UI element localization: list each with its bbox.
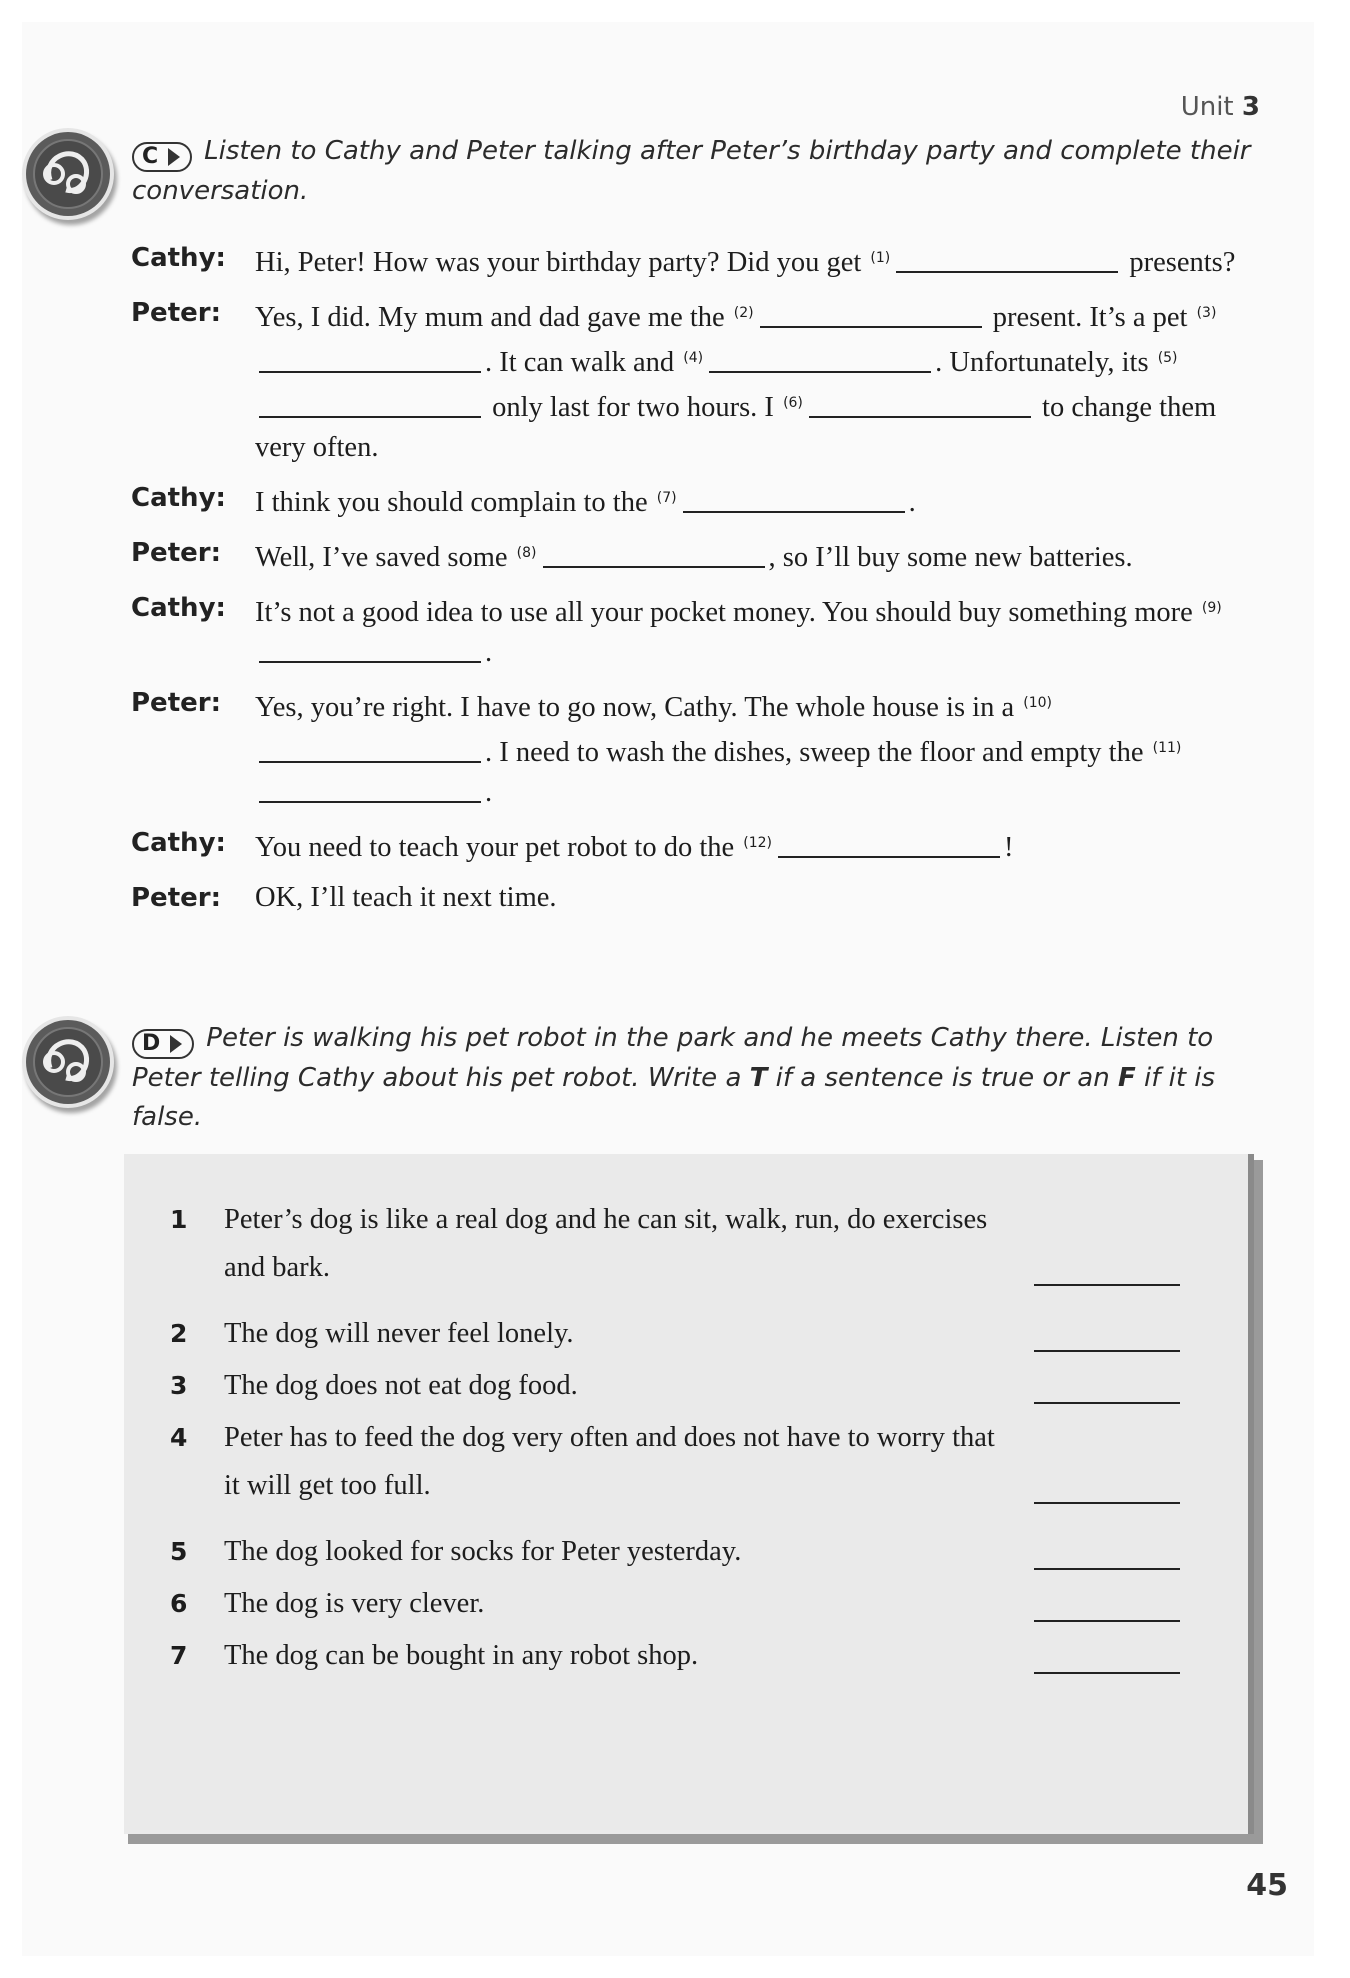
dialogue-text: I think you should complain to the (255, 487, 655, 518)
gap-blank[interactable] (683, 487, 905, 513)
statement-item (170, 1414, 1190, 1510)
speaker-name: Cathy: (131, 243, 226, 273)
gap-blank[interactable] (259, 392, 481, 418)
gap-blank[interactable] (259, 347, 481, 373)
dialogue-text: Yes, you’re right. I have to go now, Cathy. The whole house is in a (255, 692, 1022, 723)
page-number: 45 (1246, 1868, 1288, 1903)
answer-blank[interactable] (1034, 1672, 1180, 1674)
dialogue-text: to change them very often. (255, 392, 1217, 463)
dialogue-line (255, 588, 1260, 673)
dialogue-text: . It can walk and (485, 347, 682, 378)
statement-text: The dog looked for socks for Peter yesterday. (224, 1536, 742, 1567)
answer-blank[interactable] (1034, 1350, 1180, 1352)
exercise-c-badge[interactable]: C (132, 142, 192, 172)
dialogue-text: . (908, 487, 916, 518)
dialogue-turn (131, 238, 1271, 283)
speaker-name: Cathy: (131, 483, 226, 513)
dialogue-text: ! (1004, 832, 1014, 863)
gap-blank[interactable] (259, 777, 481, 803)
dialogue-text: only last for two hours. I (485, 392, 782, 423)
dialogue-line (255, 683, 1260, 813)
exercise-c-instruction: C Listen to Cathy and Peter talking after Peter’s birthday party and complete their conversation. (132, 136, 1251, 206)
speaker-name: Cathy: (131, 593, 226, 623)
headphones-icon (22, 128, 114, 220)
gap-number: (2) (733, 305, 754, 321)
dialogue-turn (131, 293, 1271, 468)
play-icon (168, 148, 180, 166)
dialogue-text: . (485, 777, 493, 808)
gap-number: (5) (1157, 350, 1178, 366)
gap-number: (1) (870, 250, 891, 266)
gap-blank[interactable] (760, 302, 982, 328)
play-icon (170, 1035, 182, 1053)
statement-number: 2 (170, 1319, 188, 1348)
gap-number: (3) (1196, 305, 1217, 321)
dialogue-text: , so I’ll buy some new batteries. (768, 542, 1133, 573)
dialogue (131, 238, 1271, 928)
gap-blank[interactable] (778, 832, 1000, 858)
statement-number: 6 (170, 1589, 188, 1618)
statement-number: 5 (170, 1537, 188, 1566)
dialogue-line (255, 478, 1260, 523)
answer-blank[interactable] (1034, 1502, 1180, 1504)
headphones-icon (22, 1016, 114, 1108)
statement-number: 1 (170, 1205, 188, 1234)
statement-item (170, 1310, 1190, 1358)
exercise-d-instruction: D Peter is walking his pet robot in the park and he meets Cathy there. Listen to Peter telling Cathy about his pet robot. Write a T if a sentence is true or an F if it is false. (132, 1023, 1216, 1132)
dialogue-text: presents? (1122, 247, 1236, 278)
gap-blank[interactable] (259, 637, 481, 663)
dialogue-line (255, 533, 1260, 578)
answer-blank[interactable] (1034, 1568, 1180, 1570)
speaker-name: Peter: (131, 883, 221, 913)
statement-item (170, 1580, 1190, 1628)
dialogue-text: present. It’s a pet (985, 302, 1195, 333)
dialogue-line (255, 293, 1260, 468)
statement-text: The dog is very clever. (224, 1588, 485, 1619)
statement-text: Peter has to feed the dog very often and does not have to worry that it will get too full. (224, 1422, 995, 1501)
statement-text: The dog does not eat dog food. (224, 1370, 578, 1401)
statement-text: The dog can be bought in any robot shop. (224, 1640, 699, 1671)
dialogue-text: You need to teach your pet robot to do the (255, 832, 742, 863)
gap-blank[interactable] (543, 542, 765, 568)
audio-cd-icon[interactable] (22, 1016, 114, 1108)
statement-text: The dog will never feel lonely. (224, 1318, 574, 1349)
dialogue-text: Hi, Peter! How was your birthday party? Did you get (255, 247, 869, 278)
dialogue-text: . I need to wash the dishes, sweep the floor and empty the (485, 737, 1151, 768)
dialogue-turn (131, 878, 1271, 918)
dialogue-line (255, 878, 1260, 918)
dialogue-text: . (485, 637, 493, 668)
gap-number: (8) (516, 545, 537, 561)
dialogue-turn (131, 478, 1271, 523)
dialogue-turn (131, 533, 1271, 578)
gap-number: (4) (683, 350, 704, 366)
speaker-name: Cathy: (131, 828, 226, 858)
speaker-name: Peter: (131, 298, 221, 328)
exercise-d-badge[interactable]: D (132, 1029, 194, 1059)
dialogue-text: Yes, I did. My mum and dad gave me the (255, 302, 732, 333)
audio-cd-icon[interactable] (22, 128, 114, 220)
statements-list (170, 1196, 1190, 1684)
speaker-name: Peter: (131, 688, 221, 718)
gap-number: (9) (1201, 600, 1222, 616)
statement-number: 3 (170, 1371, 188, 1400)
dialogue-text: . Unfortunately, its (935, 347, 1156, 378)
dialogue-line (255, 823, 1260, 868)
statement-text: Peter’s dog is like a real dog and he can sit, walk, run, do exercises and bark. (224, 1204, 988, 1283)
dialogue-line (255, 238, 1260, 283)
dialogue-turn (131, 588, 1271, 673)
statement-item (170, 1362, 1190, 1410)
speaker-name: Peter: (131, 538, 221, 568)
statement-number: 7 (170, 1641, 188, 1670)
statement-item (170, 1632, 1190, 1680)
dialogue-text: OK, I’ll teach it next time. (255, 882, 557, 913)
gap-number: (11) (1152, 740, 1182, 756)
gap-blank[interactable] (259, 737, 481, 763)
answer-blank[interactable] (1034, 1284, 1180, 1286)
dialogue-text: It’s not a good idea to use all your pocket money. You should buy something more (255, 597, 1200, 628)
statement-number: 4 (170, 1423, 188, 1452)
dialogue-turn (131, 823, 1271, 868)
gap-number: (6) (783, 395, 803, 411)
gap-number: (7) (656, 490, 677, 506)
unit-label: Unit 3 (1180, 92, 1260, 122)
gap-blank[interactable] (809, 392, 1031, 418)
statement-item (170, 1528, 1190, 1576)
statement-item (170, 1196, 1190, 1292)
answer-blank[interactable] (1034, 1620, 1180, 1622)
gap-number: (10) (1023, 695, 1052, 711)
gap-blank[interactable] (709, 347, 931, 373)
unit-number: 3 (1241, 92, 1260, 122)
dialogue-text: Well, I’ve saved some (255, 542, 515, 573)
gap-blank[interactable] (896, 247, 1118, 273)
answer-blank[interactable] (1034, 1402, 1180, 1404)
dialogue-turn (131, 683, 1271, 813)
gap-number: (12) (743, 835, 773, 851)
